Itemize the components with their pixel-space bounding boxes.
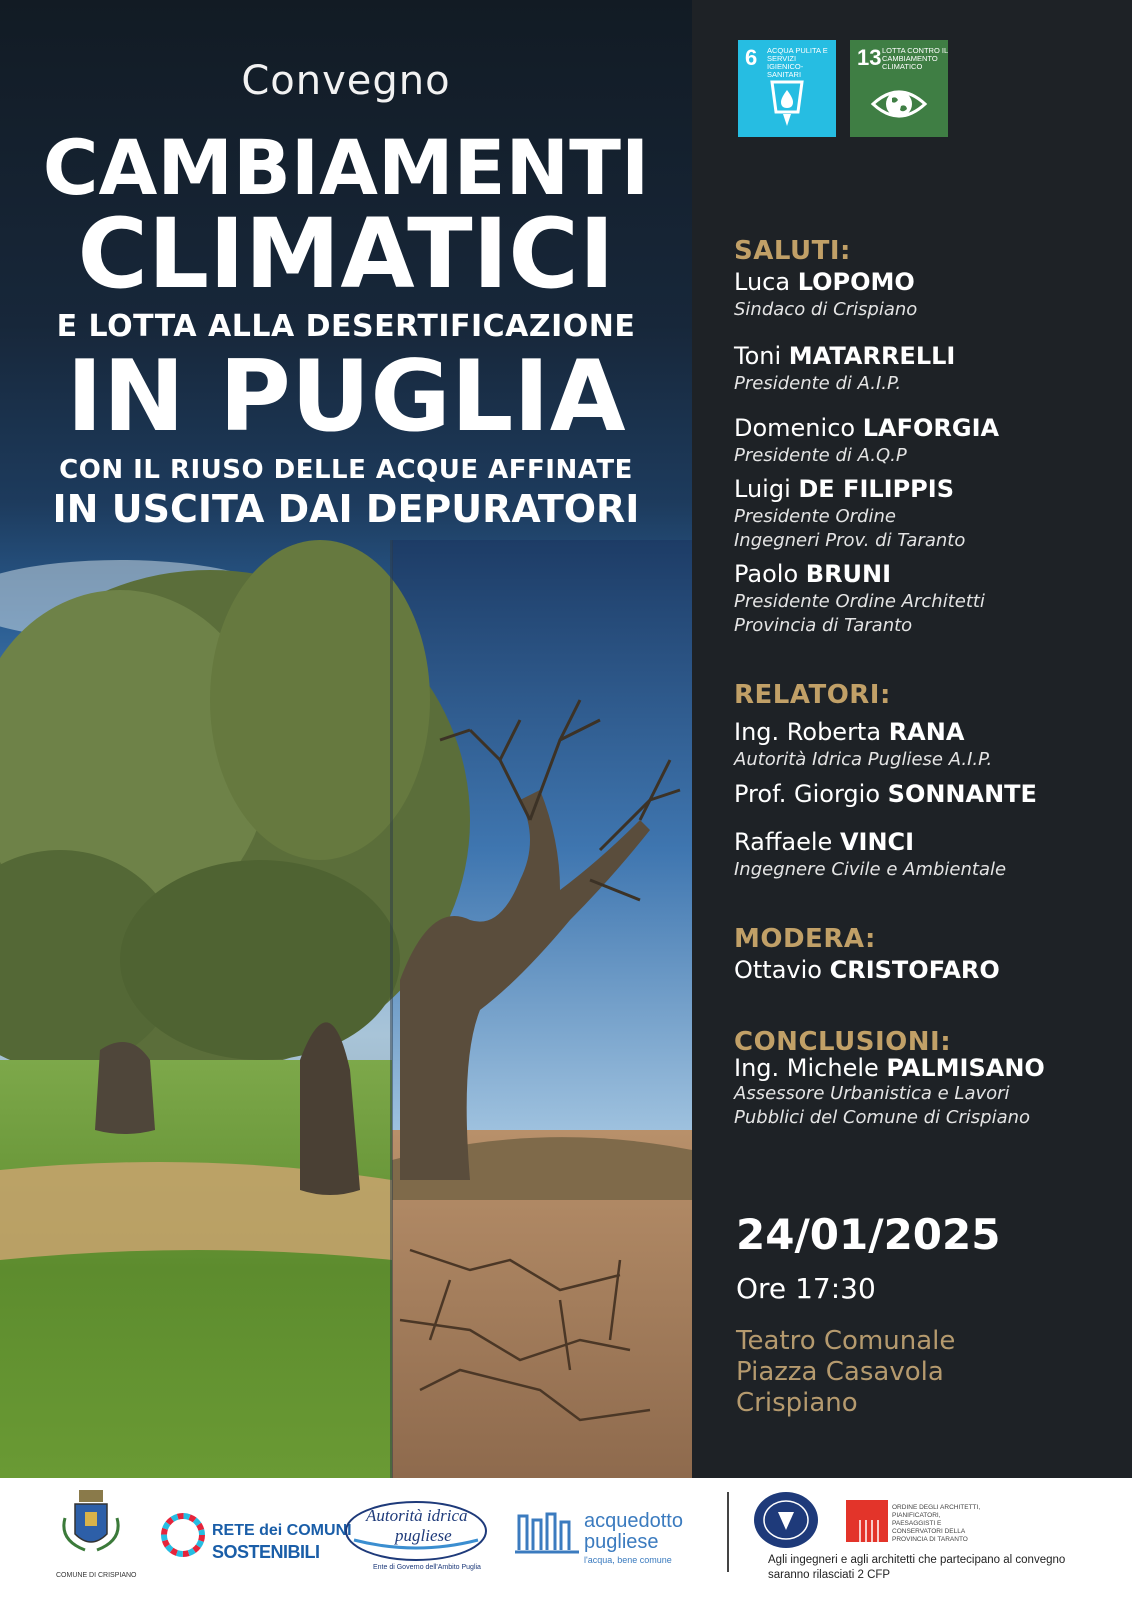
speaker-role: Autorità Idrica Pugliese A.I.P. — [734, 749, 993, 770]
speaker-role: Presidente di A.I.P. — [734, 373, 902, 394]
speaker-last-name: DE FILIPPIS — [798, 475, 954, 503]
speaker-name — [734, 475, 954, 503]
comune-caption: COMUNE DI CRISPIANO — [56, 1572, 137, 1579]
sdg-13-label: LOTTA CONTRO IL CAMBIAMENTO CLIMATICO — [882, 46, 948, 71]
title-line-1: CAMBIAMENTI — [42, 123, 650, 212]
title-line-3: E LOTTA ALLA DESERTIFICAZIONE — [56, 309, 636, 344]
speaker-name — [734, 718, 964, 746]
speaker-role: Ingegnere Civile e Ambientale — [734, 859, 1007, 880]
moderator-last-name: CRISTOFARO — [829, 956, 1000, 984]
speaker-role: Provincia di Taranto — [734, 615, 913, 636]
aqp-logo-line1: acquedotto — [584, 1510, 683, 1532]
moderator-first-name: Ottavio — [734, 956, 822, 984]
aqp-logo-line3: l'acqua, bene comune — [584, 1555, 672, 1565]
speaker-first-name: Toni — [734, 342, 782, 370]
aip-logo-line1: Autorità idrica — [366, 1506, 468, 1525]
speaker-name — [734, 560, 891, 588]
rete-logo-line1: RETE dei COMUNI — [212, 1522, 352, 1539]
speaker-last-name: RANA — [888, 718, 965, 746]
earth-eye-icon — [870, 78, 928, 130]
rete-logo-line2: SOSTENIBILI — [212, 1542, 320, 1562]
section-heading-conclusioni: CONCLUSIONI: — [734, 1027, 952, 1057]
speaker-first-name: Domenico — [734, 414, 856, 442]
speaker-first-name: Ing. Roberta — [734, 718, 882, 746]
speaker-role: Sindaco di Crispiano — [734, 299, 918, 320]
subtitle-line-2: IN USCITA DAI DEPURATORI — [52, 487, 640, 531]
speaker-role: Pubblici del Comune di Crispiano — [734, 1107, 1031, 1128]
speaker-role: Presidente Ordine — [734, 506, 896, 527]
speaker-last-name: LOPOMO — [797, 268, 915, 296]
speaker-last-name: MATARRELLI — [788, 342, 956, 370]
speaker-role: Assessore Urbanistica e Lavori — [734, 1083, 1010, 1104]
ordine-architetti-label: ORDINE DEGLI ARCHITETTI, PIANIFICATORI, PAESAGGISTI E CONSERVATORI DELLA PROVINCIA DI TARANTO — [892, 1504, 981, 1543]
speaker-last-name: VINCI — [839, 828, 915, 856]
aip-logo-line3: Ente di Governo dell'Ambito Puglia — [373, 1564, 481, 1571]
subtitle-line-1: CON IL RIUSO DELLE ACQUE AFFINATE — [59, 455, 633, 485]
sdg-6-number: 6 — [745, 45, 758, 70]
water-drop-glass-icon — [758, 78, 816, 130]
speaker-first-name: Luigi — [734, 475, 791, 503]
section-heading-modera: MODERA: — [734, 924, 876, 954]
sdg-6-badge — [738, 40, 836, 137]
speaker-last-name: SONNANTE — [887, 780, 1037, 808]
venue-line: Crispiano — [736, 1388, 858, 1418]
section-heading-saluti: SALUTI: — [734, 236, 851, 266]
speaker-last-name: PALMISANO — [886, 1054, 1045, 1082]
cfp-note: Agli ingegneri e agli architetti che partecipano al convegno saranno rilasciati 2 CFP — [768, 1554, 1066, 1581]
speaker-name — [734, 828, 914, 856]
title-line-4: IN PUGLIA — [66, 340, 626, 454]
venue-line: Teatro Comunale — [736, 1326, 956, 1356]
speaker-first-name: Prof. Giorgio — [734, 780, 881, 808]
speaker-name — [734, 342, 955, 370]
acquedotto-pugliese-icon — [515, 1510, 579, 1556]
speaker-name — [734, 414, 999, 442]
speaker-name — [734, 268, 915, 296]
speaker-role: Presidente di A.Q.P — [734, 445, 907, 466]
speaker-first-name: Paolo — [734, 560, 799, 588]
speaker-name — [734, 780, 1037, 808]
sdg-6-label: ACQUA PULITA E SERVIZI IGIENICO-SANITARI — [767, 46, 828, 79]
event-date: 24/01/2025 — [736, 1210, 1001, 1259]
sdg-13-number: 13 — [857, 45, 882, 70]
speaker-role: Ingegneri Prov. di Taranto — [734, 530, 966, 551]
speaker-last-name: BRUNI — [805, 560, 892, 588]
rete-comuni-sostenibili-wheel-icon — [160, 1512, 206, 1558]
speaker-name — [734, 1054, 1045, 1082]
speaker-first-name: Ing. Michele — [734, 1054, 879, 1082]
speaker-role: Presidente Ordine Architetti — [734, 591, 985, 612]
ordine-architetti-icon — [846, 1500, 888, 1542]
aip-logo-line2: pugliese — [395, 1526, 452, 1545]
speaker-last-name: LAFORGIA — [862, 414, 1000, 442]
ordine-ingegneri-seal-icon — [752, 1490, 820, 1550]
title-line-2: CLIMATICI — [77, 198, 615, 310]
moderator-name — [734, 956, 1000, 984]
event-type-label: Convegno — [241, 58, 451, 104]
aqp-logo-line2: pugliese — [584, 1531, 659, 1553]
speaker-first-name: Luca — [734, 268, 791, 296]
section-heading-relatori: RELATORI: — [734, 680, 891, 710]
event-time: Ore 17:30 — [736, 1272, 876, 1305]
comune-crispiano-crest-icon — [55, 1488, 127, 1570]
speaker-first-name: Raffaele — [734, 828, 833, 856]
footer-divider — [727, 1492, 729, 1572]
venue-line: Piazza Casavola — [736, 1357, 944, 1387]
sdg-13-badge — [850, 40, 948, 137]
